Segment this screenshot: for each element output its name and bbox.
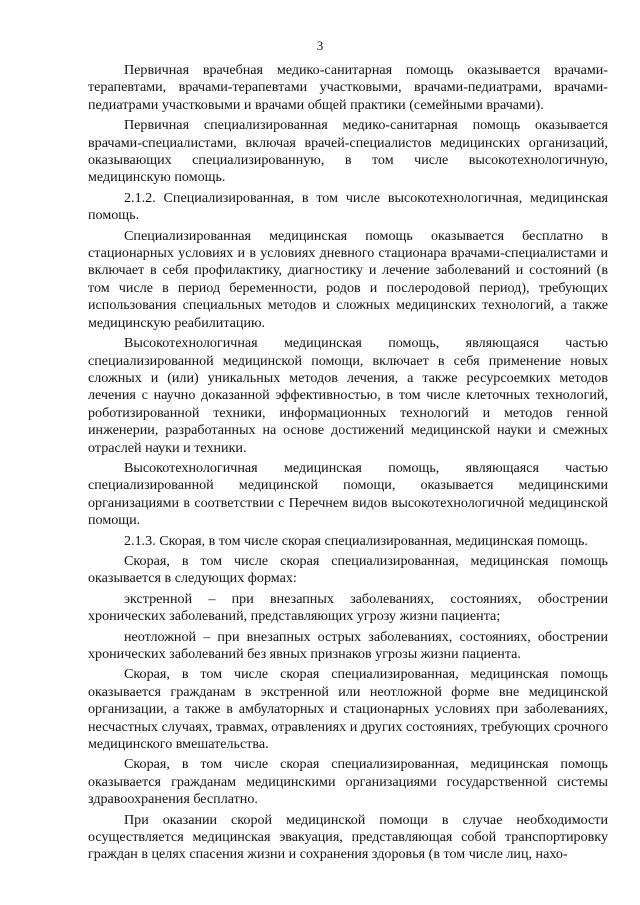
paragraph: Высокотехнологичная медицинская помощь, являющаяся частью специализированной медицинской помощи, оказывается медицинскими организациями в соответствии с Перечнем видов высокотехнологичной медицинской помощи. [88,459,608,529]
paragraph: Скорая, в том числе скорая специализированная, медицинская помощь оказывается в следующих формах: [88,552,608,587]
paragraph: неотложной – при внезапных острых заболеваниях, состояниях, обострении хронических заболеваний без явных признаков угрозы жизни пациента. [88,628,608,662]
paragraph: экстренной – при внезапных заболеваниях, состояниях, обострении хронических заболеваний, представляющих угрозу жизни пациента; [88,590,608,625]
paragraph: Первичная специализированная медико-санитарная помощь оказывается врачами-специалистами, включая врачей-специалистов медицинских организаций, оказывающих специализированную, в том числе высокотехнологичную, медицинскую помощь. [88,117,608,186]
section-heading: 2.1.3. Скорая, в том числе скорая специализированная, медицинская помощь. [124,532,588,549]
paragraph: Высокотехнологичная медицинская помощь, являющаяся частью специализированной медицинской помощи, включает в себя применение новых сложных и (или) уникальных методов лечения, а также ресурсоемких методов лечения с научно доказанной эффективностью, в том числе клеточных технологий, роботизированной техники, информационных технологий и методов генной инженерии, разработанных на основе достижений медицинской науки и смежных отраслей науки и техники. [88,335,608,456]
page-number: 3 [316,38,324,53]
section-heading: 2.1.2. Специализированная, в том числе высокотехнологичная, медицинская помощь. [88,189,608,224]
paragraph: Скорая, в том числе скорая специализированная, медицинская помощь оказывается гражданам медицинскими организациями государственной системы здравоохранения бесплатно. [88,756,608,808]
paragraph: При оказании скорой медицинской помощи в случае необходимости осуществляется медицинская эвакуация, представляющая собой транспортировку граждан в целях спасения жизни и сохранения здоровья (в том числе лиц, нахо- [88,811,608,863]
paragraph: Первичная врачебная медико-санитарная помощь оказывается врачами-терапевтами, врачами-терапевтами участковыми, врачами-педиатрами, врачами-педиатрами участковыми и врачами общей практики (семейными врачами). [88,62,608,113]
paragraph: Специализированная медицинская помощь оказывается бесплатно в стационарных условиях и в условиях дневного стационара врачами-специалистами и включает в себя профилактику, диагностику и лечение заболеваний и состояний (в том числе в период беременности, родов и послеродовой период), требующих использования специальных методов и сложных медицинских технологий, а также медицинскую реабилитацию. [88,227,608,331]
document-body [88,62,608,867]
paragraph: Скорая, в том числе скорая специализированная, медицинская помощь оказывается гражданам в экстренной или неотложной форме вне медицинской организации, а также в амбулаторных и стационарных условиях при заболеваниях, несчастных случаях, травмах, отравлениях и других состояниях, требующих срочного медицинского вмешательства. [88,666,608,753]
